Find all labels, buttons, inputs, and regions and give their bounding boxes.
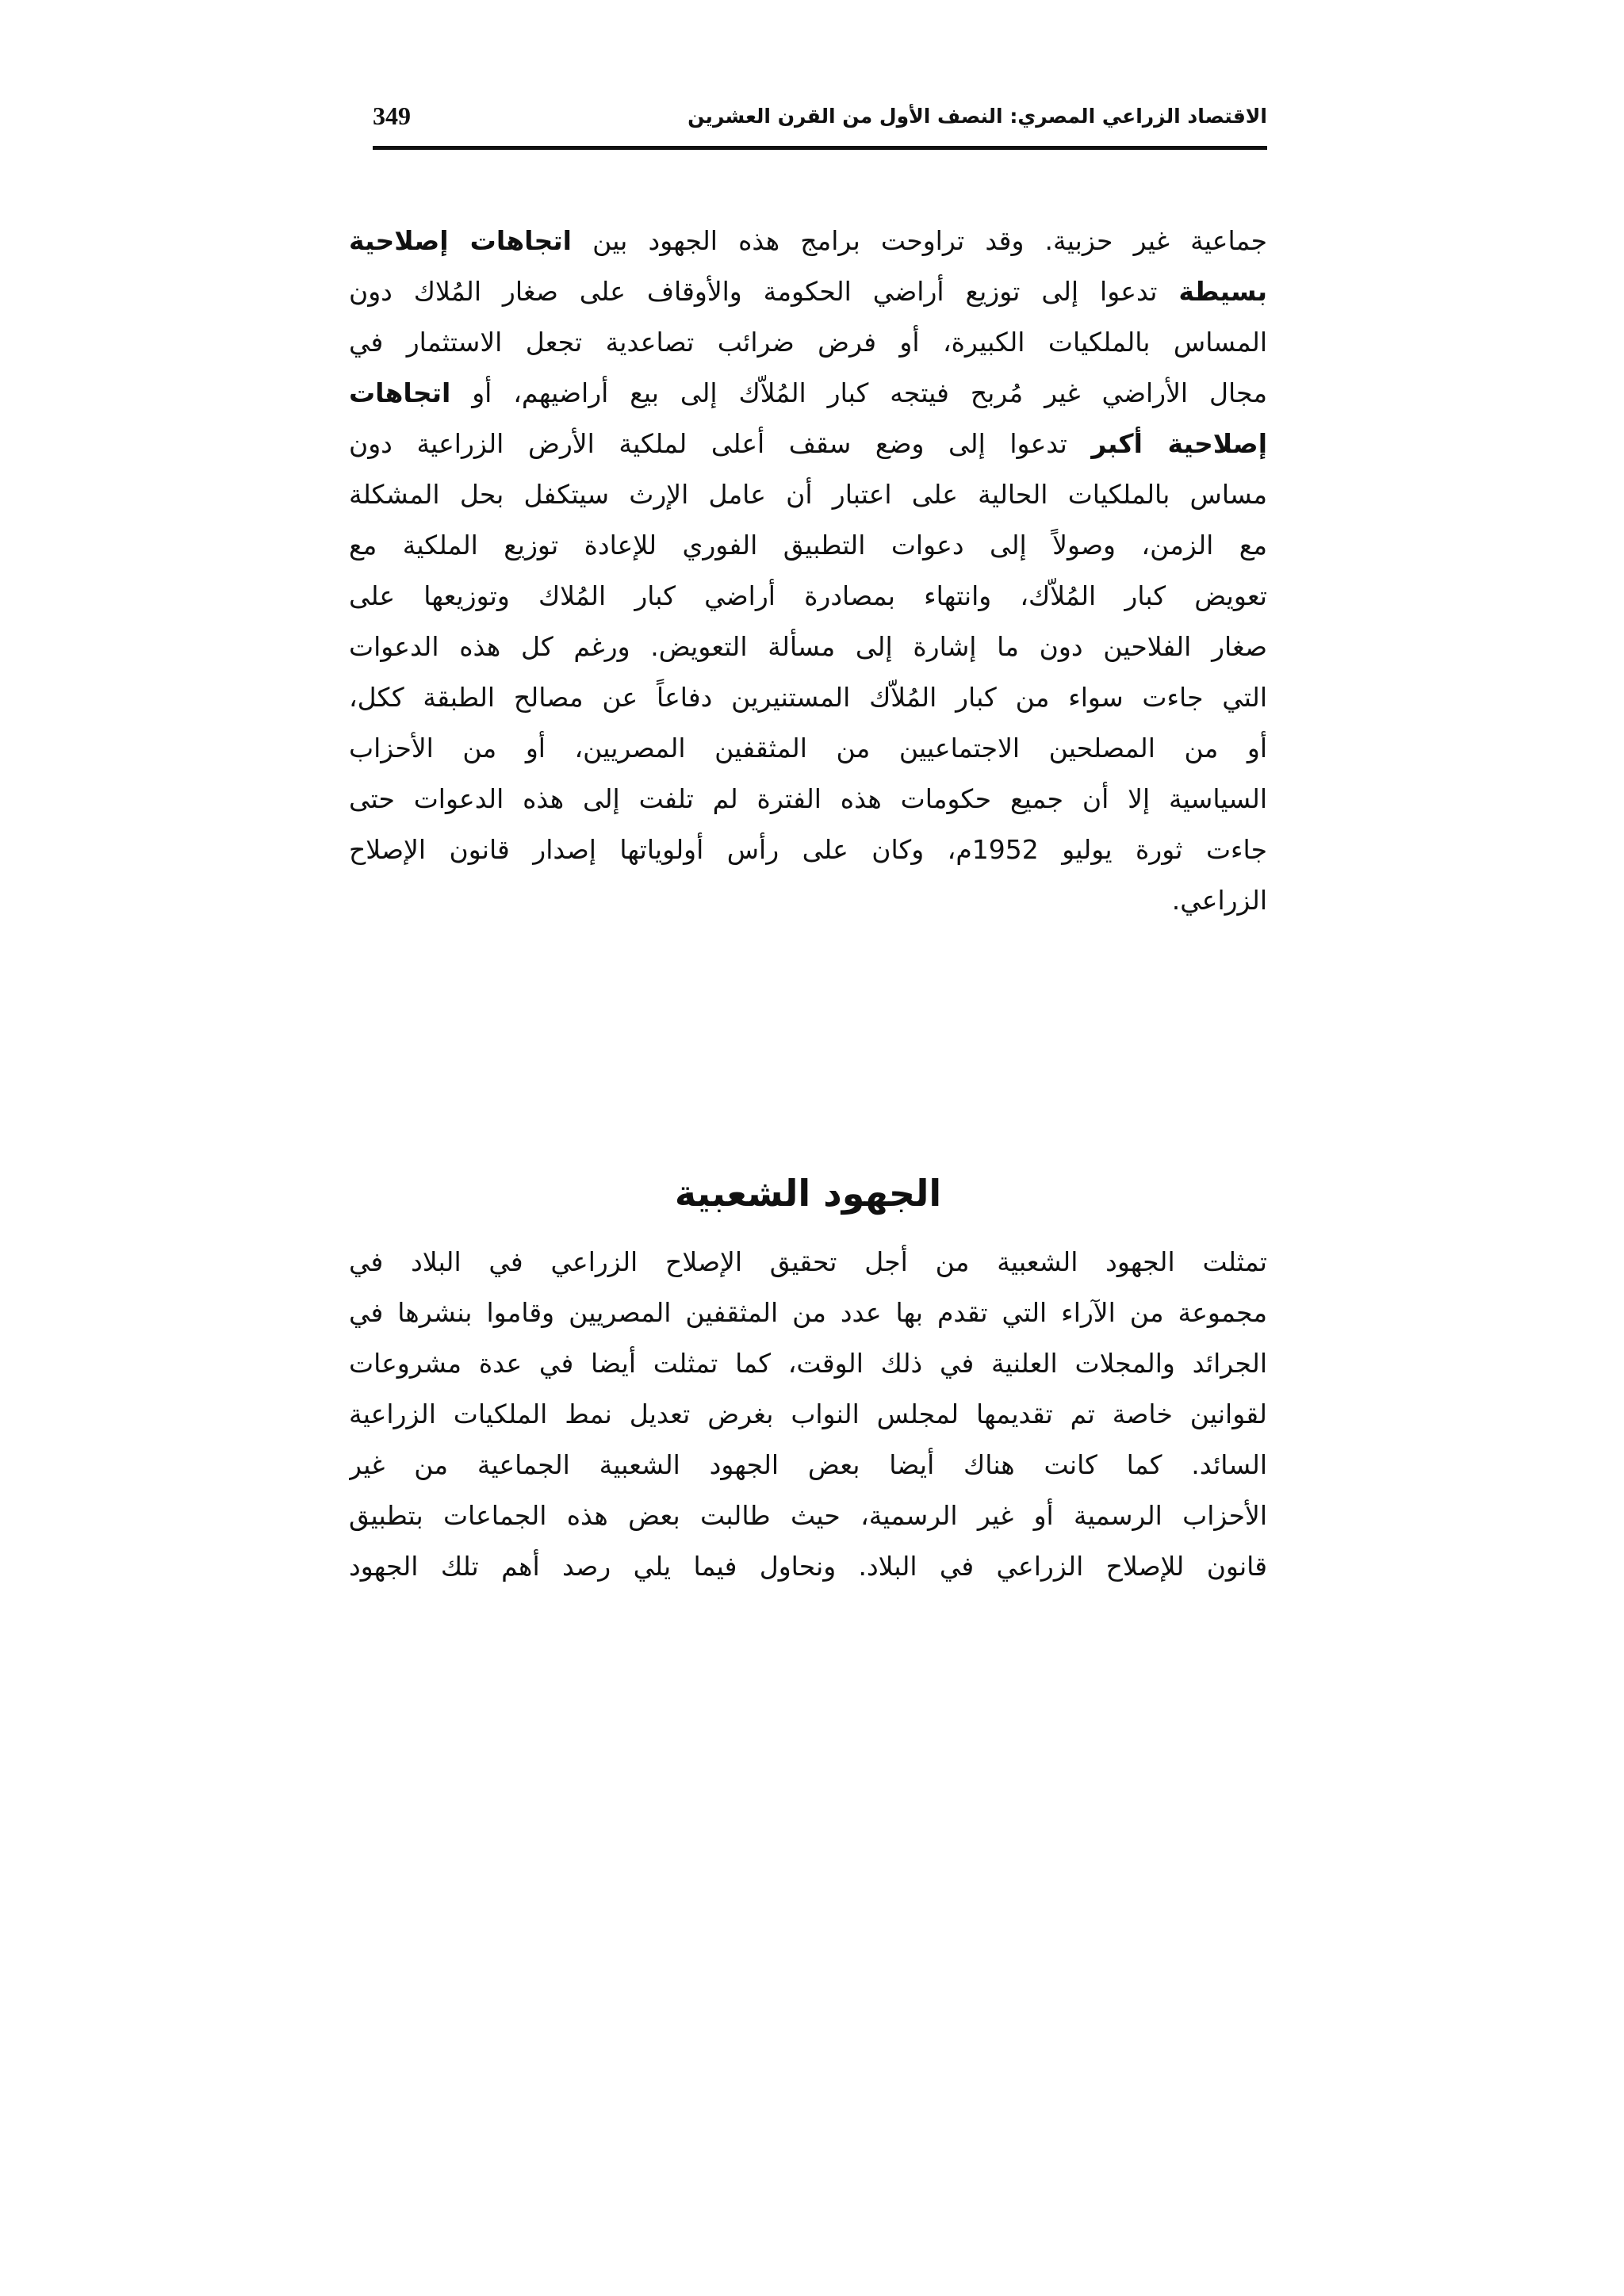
- section-heading: الجهود الشعبية: [674, 1172, 942, 1215]
- header-rule: [373, 146, 1267, 150]
- paragraph-line: المساس بالملكيات الكبيرة، أو فرض ضرائب تصاعدية تجعل الاستثمار في: [349, 327, 1267, 358]
- paragraph-line: مساس بالملكيات الحالية على اعتبار أن عامل الإرث سيتكفل بحل المشكلة: [349, 479, 1267, 510]
- paragraph-2: [349, 1237, 1267, 1592]
- running-header: [373, 101, 1267, 149]
- paragraph-line: التي جاءت سواء من كبار المُلاّك المستنيرين دفاعاً عن مصالح الطبقة ككل،: [349, 682, 1267, 713]
- paragraph-line: أو من المصلحين الاجتماعيين من المثقفين المصريين، أو من الأحزاب: [349, 733, 1267, 763]
- paragraph-line: مجموعة من الآراء التي تقدم بها عدد من المثقفين المصريين وقاموا بنشرها في: [349, 1297, 1267, 1328]
- paragraph-1: [349, 216, 1267, 926]
- paragraph-line: الزراعي.: [1171, 885, 1267, 916]
- paragraph-line: لقوانين خاصة تم تقديمها لمجلس النواب بغرض تعديل نمط الملكيات الزراعية: [349, 1399, 1267, 1429]
- paragraph-line: الجرائد والمجلات العلنية في ذلك الوقت، كما تمثلت أيضا في عدة مشروعات: [349, 1348, 1267, 1379]
- paragraph-line: تعويض كبار المُلاّك، وانتهاء بمصادرة أراضي كبار المُلاك وتوزيعها على: [349, 580, 1267, 611]
- paragraph-line: مع الزمن، وصولاً إلى دعوات التطبيق الفوري للإعادة توزيع الملكية مع: [349, 530, 1267, 561]
- header-title: الاقتصاد الزراعي المصري: النصف الأول من القرن العشرين: [688, 105, 1267, 128]
- paragraph-line: جماعية غير حزبية. وقد تراوحت برامج هذه الجهود بين اتجاهات إصلاحية: [349, 225, 1267, 256]
- paragraph-line: صغار الفلاحين دون ما إشارة إلى مسألة التعويض. ورغم كل هذه الدعوات: [349, 631, 1267, 662]
- paragraph-line: بسيطة تدعوا إلى توزيع أراضي الحكومة والأوقاف على صغار المُلاك دون: [349, 276, 1267, 307]
- page-number: 349: [373, 101, 411, 130]
- paragraph-line: مجال الأراضي غير مُربح فيتجه كبار المُلاّك إلى بيع أراضيهم، أو اتجاهات: [349, 377, 1267, 408]
- paragraph-line: قانون للإصلاح الزراعي في البلاد. ونحاول فيما يلي رصد أهم تلك الجهود: [349, 1551, 1267, 1582]
- paragraph-line: جاءت ثورة يوليو 1952م، وكان على رأس أولوياتها إصدار قانون الإصلاح: [349, 834, 1267, 865]
- paragraph-line: السائد. كما كانت هناك أيضا بعض الجهود الشعبية الجماعية من غير: [349, 1449, 1267, 1480]
- paragraph-line: الأحزاب الرسمية أو غير الرسمية، حيث طالبت بعض هذه الجماعات بتطبيق: [349, 1500, 1267, 1531]
- paragraph-line: السياسية إلا أن جميع حكومات هذه الفترة لم تلفت إلى هذه الدعوات حتى: [349, 783, 1267, 814]
- paragraph-line: تمثلت الجهود الشعبية من أجل تحقيق الإصلاح الزراعي في البلاد في: [349, 1246, 1267, 1277]
- paragraph-line: إصلاحية أكبر تدعوا إلى وضع سقف أعلى لملكية الأرض الزراعية دون: [349, 428, 1267, 459]
